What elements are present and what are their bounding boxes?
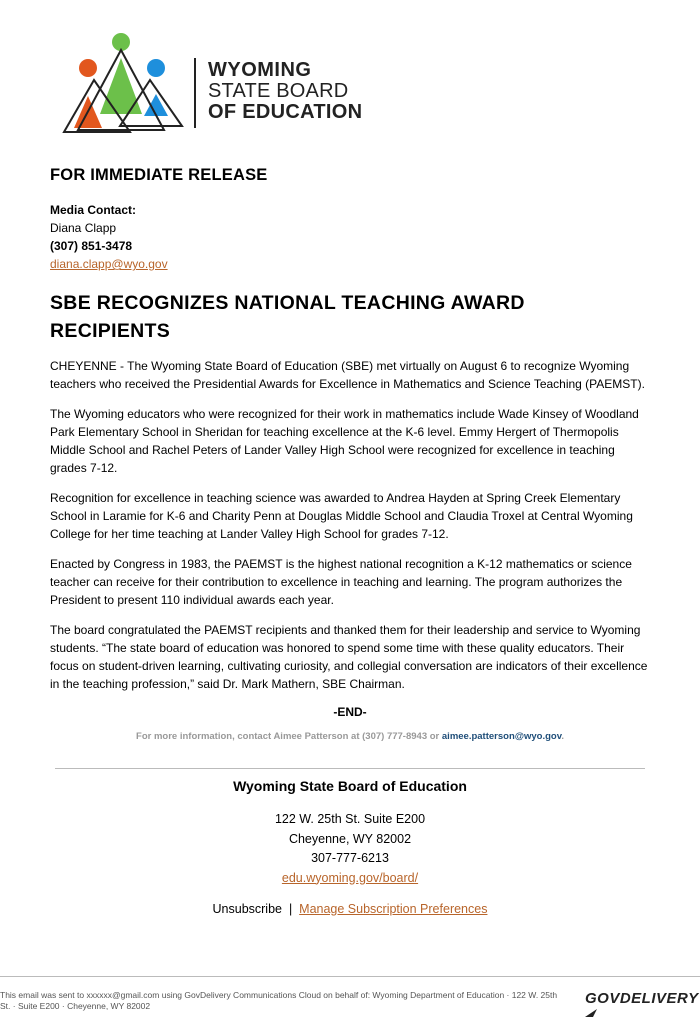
logo-line-3: OF EDUCATION bbox=[208, 101, 363, 123]
notice-pre: This email was sent to bbox=[0, 990, 85, 1000]
logo-line-1: WYOMING bbox=[208, 59, 312, 81]
manage-preferences-link[interactable]: Manage Subscription Preferences bbox=[299, 902, 488, 916]
footer-divider bbox=[55, 768, 645, 769]
footer-city: Cheyenne, WY 82002 bbox=[288, 831, 412, 846]
govdelivery-logo[interactable] bbox=[585, 990, 700, 1024]
footer-address bbox=[0, 810, 700, 888]
govdelivery-arrow-icon bbox=[585, 1007, 599, 1019]
more-info-email-link[interactable]: aimee.patterson@wyo.gov bbox=[441, 731, 562, 742]
media-contact bbox=[50, 201, 650, 273]
media-contact-email-link[interactable]: diana.clapp@wyo.gov bbox=[50, 257, 168, 271]
footer bbox=[0, 778, 700, 916]
more-info-suffix: . bbox=[561, 731, 564, 742]
more-info bbox=[50, 731, 650, 742]
logo-triangles-icon bbox=[60, 30, 190, 140]
logo-line-2: STATE BOARD bbox=[208, 80, 349, 102]
wyoming-sbe-logo bbox=[60, 30, 380, 140]
paragraph-2: The Wyoming educators who were recognized for their work in mathematics include Wade Kinsey of Woodland Park Elementary School in Sheridan for teaching excellence at the K-6 level. Emmy Hergert of Thermopolis Middle School and Rachel Peters of Lander Valley High School were recognized for excellence in teaching grades 7-12. bbox=[50, 407, 639, 475]
logo-divider bbox=[194, 58, 196, 128]
media-contact-phone: (307) 851-3478 bbox=[50, 239, 133, 253]
govdelivery-brand: GOVDELIVERY bbox=[585, 990, 699, 1007]
subscription-links bbox=[0, 902, 700, 916]
logo-wordmark bbox=[208, 60, 362, 123]
media-contact-label: Media Contact: bbox=[50, 203, 137, 217]
footer-website-link[interactable]: edu.wyoming.gov/board/ bbox=[281, 870, 419, 885]
footer-phone: 307-777-6213 bbox=[311, 851, 389, 865]
govdelivery-divider bbox=[0, 976, 700, 977]
paragraph-1: CHEYENNE - The Wyoming State Board of Education (SBE) met virtually on August 6 to recognize Wyoming teachers who received the Presidential Awards for Excellence in Mathematics and Science Teaching (PAEMST). bbox=[50, 359, 645, 391]
end-mark: -END- bbox=[333, 705, 367, 719]
paragraph-3: Recognition for excellence in teaching science was awarded to Andrea Hayden at Spring Creek Elementary School in Laramie for K-6 and Charity Penn at Douglas Middle School and Claudia Troxel at Central Wyoming College for her time teaching at Lander Valley High School for grades 7-12. bbox=[50, 491, 633, 541]
media-contact-name: Diana Clapp bbox=[50, 221, 117, 235]
paragraph-5: The board congratulated the PAEMST recipients and thanked them for their leadership and service to Wyoming students. “The state board of education was honored to spend some time with these quality educators. Their focus on student-driven learning, cultivating curiosity, and collegial conversation are indicators of their excellence in the teaching profession,” said Dr. Mark Mathern, SBE Chairman. bbox=[50, 623, 648, 691]
more-info-text: For more information, contact Aimee Patterson at (307) 777-8943 or bbox=[136, 731, 440, 742]
footer-street: 122 W. 25th St. Suite E200 bbox=[274, 812, 426, 826]
release-heading: FOR IMMEDIATE RELEASE bbox=[50, 166, 268, 184]
unsubscribe-link[interactable]: Unsubscribe bbox=[212, 902, 282, 916]
headline: SBE RECOGNIZES NATIONAL TEACHING AWARD RECIPIENTS bbox=[50, 292, 525, 342]
govdelivery-notice bbox=[0, 990, 560, 1012]
paragraph-4: Enacted by Congress in 1983, the PAEMST is the highest national recognition a K-12 mathematics or science teacher can receive for their contribution to excellence in teaching and learning. The program authorizes the President to present 110 individual awards each year. bbox=[50, 557, 632, 607]
notice-post: using GovDelivery Communications Cloud on behalf of: Wyoming Department of Education · 122 W. 25th St. · Suite E200 · Cheyenne, WY 82002 bbox=[0, 990, 558, 1011]
recipient-email-link[interactable]: xxxxxx@gmail.com bbox=[86, 990, 160, 1000]
link-separator: | bbox=[288, 902, 293, 916]
footer-org-name: Wyoming State Board of Education bbox=[233, 778, 467, 794]
press-release-content bbox=[50, 166, 650, 742]
